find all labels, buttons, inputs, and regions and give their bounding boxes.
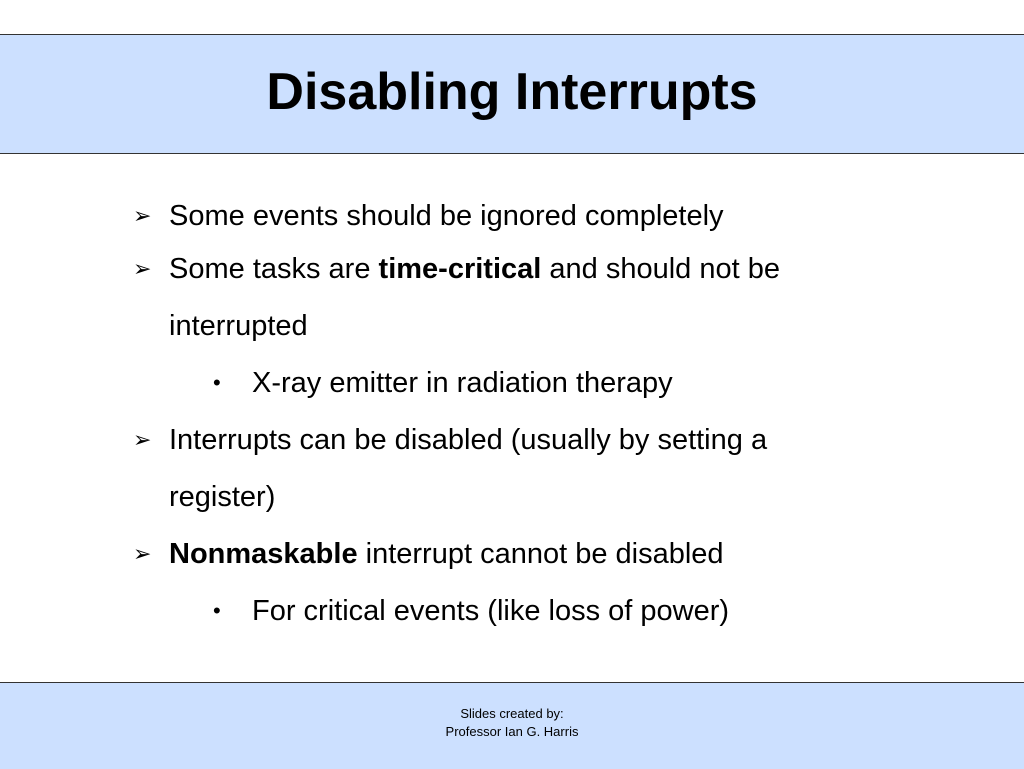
footer-author: Professor Ian G. Harris <box>445 724 579 739</box>
bullet-3-text: Interrupts can be disabled (usually by setting a <box>169 424 768 456</box>
bullet-4-bold: Nonmaskable <box>169 538 358 570</box>
bullet-4-post: interrupt cannot be disabled <box>357 538 724 570</box>
sub-bullet-4-1-text: For critical events (like loss of power) <box>252 595 730 627</box>
footer-credit-label: Slides created by: <box>460 706 564 721</box>
bullet-2-bold: time-critical <box>378 253 542 285</box>
bullet-4-text <box>169 540 724 569</box>
slide-title: Disabling Interrupts <box>266 63 758 121</box>
bullet-2-continuation: interrupted <box>169 310 308 342</box>
arrow-bullet-icon: ➢ <box>133 203 152 228</box>
dot-bullet-icon: • <box>213 370 221 395</box>
arrow-bullet-icon: ➢ <box>133 541 152 566</box>
sub-bullet-2-1-text: X-ray emitter in radiation therapy <box>252 367 673 399</box>
bullet-2-text <box>169 255 780 284</box>
bullet-2-post: and should not be <box>541 253 780 285</box>
bullet-3-continuation: register) <box>169 481 276 513</box>
dot-bullet-icon: • <box>213 598 221 623</box>
bullet-2-pre: Some tasks are <box>169 253 379 285</box>
arrow-bullet-icon: ➢ <box>133 427 152 452</box>
bullet-1-text: Some events should be ignored completely <box>169 200 724 232</box>
footer-band <box>0 682 1024 769</box>
arrow-bullet-icon: ➢ <box>133 256 152 281</box>
